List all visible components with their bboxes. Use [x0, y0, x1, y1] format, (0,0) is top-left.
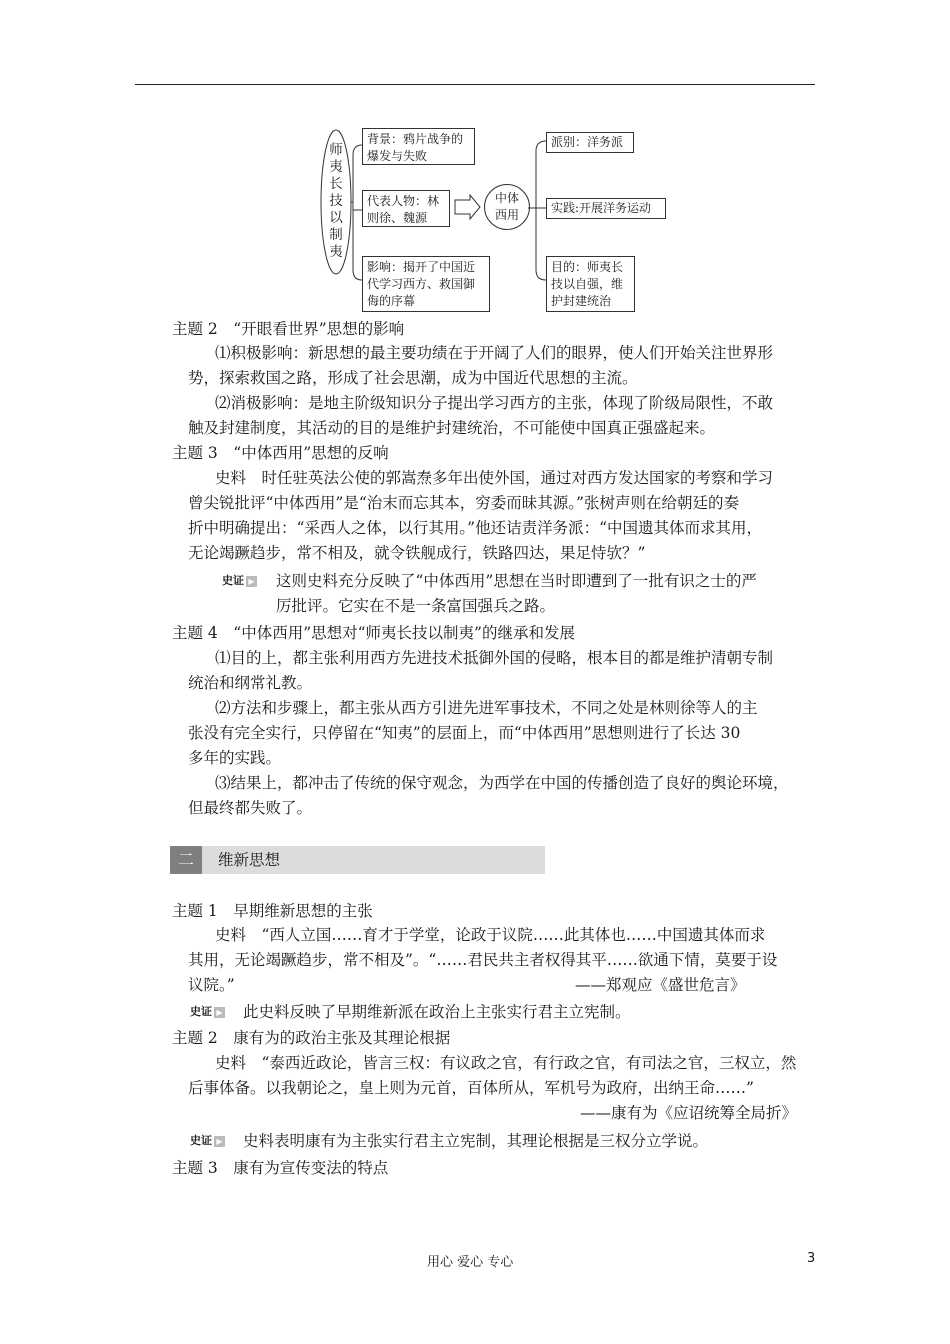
text-line: 张没有完全实行，只停留在“知夷”的层面上，而“中体西用”思想则进行了长达 30: [188, 724, 741, 742]
text-line: 其用，无论竭蹶趋步，常不相及”。“……君民共主者权得其平……欲通下情，莫要于设: [188, 951, 778, 969]
text-line: 但最终都失败了。: [188, 799, 313, 817]
source-attribution: ——康有为《应诏统筹全局折》: [580, 1104, 798, 1122]
text-line: 史料 “西人立国……育才于学堂，论政于议院……此其体也……中国遗其体而求: [215, 926, 766, 944]
text-line: 无论竭蹶趋步，常不相及，就令铁舰成行，铁路四达，果足恃欤？”: [188, 544, 646, 562]
text-line: ⑴目的上，都主张利用西方先进技术抵御外国的侵略，根本目的都是维护清朝专制: [215, 649, 774, 667]
text-line: 势，探索救国之路，形成了社会思潮，成为中国近代思想的主流。: [188, 369, 638, 387]
text-line: 史料 时任驻英法公使的郭嵩焘多年出使外国，通过对西方发达国家的考察和学习: [215, 469, 774, 487]
text-line: 统治和纲常礼教。: [188, 674, 313, 692]
text-line: ⑴积极影响：新思想的最主要功绩在于开阔了人们的眼界，使人们开始关注世界形: [215, 344, 774, 362]
header-rule: [135, 84, 815, 85]
topic-heading: 主题 2 康有为的政治主张及其理论根据: [172, 1029, 451, 1047]
text-line: 折中明确提出：“采西人之体，以行其用。”他还诘责洋务派：“中国遗其体而求其用，: [188, 519, 763, 537]
text-line: 议院。”: [188, 976, 235, 994]
text-line: 后事体备。以我朝论之，皇上则为元首，百体所从，军机号为政府，出纳王命……”: [188, 1079, 754, 1097]
text-line: ⑶结果上，都冲击了传统的保守观念，为西学在中国的传播创造了良好的舆论环境，: [215, 774, 789, 792]
topic-heading: 主题 3 “中体西用”思想的反响: [172, 444, 389, 462]
section-title: 维新思想: [218, 851, 281, 869]
diagram-box-representatives: 代表人物：林 则徐、魏源: [362, 190, 450, 227]
footer-motto: 用心 爱心 专心: [427, 1255, 514, 1270]
text-line: ⑵方法和步骤上，都主张从西方引进先进军事技术，不同之处是林则徐等人的主: [215, 699, 758, 717]
topic-heading: 主题 1 早期维新思想的主张: [172, 902, 373, 920]
page-number: 3: [807, 1251, 816, 1266]
text-line: 此史料反映了早期维新派在政治上主张实行君主立宪制。: [243, 1003, 631, 1021]
text-line: 史料表明康有为主张实行君主立宪制，其理论根据是三权分立学说。: [243, 1132, 709, 1150]
arrow-icon: ▶: [246, 576, 257, 587]
diagram-box-background: 背景：鸦片战争的 爆发与失败: [362, 128, 475, 165]
text-line: 触及封建制度，其活动的目的是维护封建统治，不可能使中国真正强盛起来。: [188, 419, 716, 437]
evidence-badge: 史证 ▶: [222, 572, 257, 588]
text-line: 史料 “泰西近政论，皆言三权：有议政之官，有行政之官，有司法之官，三权立，然: [215, 1054, 797, 1072]
root-oval-label: 师夷长技以制夷: [329, 142, 343, 260]
text-line: ⑵消极影响：是地主阶级知识分子提出学习西方的主张，体现了阶级局限性，不敢: [215, 394, 774, 412]
source-attribution: ——郑观应《盛世危言》: [575, 976, 746, 994]
diagram-center-circle: 中体西用: [484, 184, 530, 230]
text-line: 厉批评。它实在不是一条富国强兵之路。: [276, 597, 556, 615]
arrow-icon: ▶: [214, 1007, 225, 1018]
diagram-box-impact: 影响：揭开了中国近 代学习西方、救国御 侮的序幕: [362, 256, 490, 312]
diagram-box-practice: 实践:开展洋务运动: [546, 198, 666, 219]
evidence-badge: 史证 ▶: [190, 1132, 225, 1148]
topic-heading: 主题 4 “中体西用”思想对“师夷长技以制夷”的继承和发展: [172, 624, 575, 642]
section-header: [170, 846, 545, 874]
evidence-badge: 史证 ▶: [190, 1003, 225, 1019]
diagram-box-faction: 派别：洋务派: [546, 132, 634, 153]
topic-heading: 主题 2 “开眼看世界”思想的影响: [172, 320, 405, 338]
topic-heading: 主题 3 康有为宣传变法的特点: [172, 1159, 389, 1177]
text-line: 多年的实践。: [188, 749, 282, 767]
diagram-box-purpose: 目的：师夷长 技以自强，维 护封建统治: [546, 256, 635, 312]
text-line: 曾尖锐批评“中体西用”是“治末而忘其本，穷委而昧其源。”张树声则在给朝廷的奏: [188, 494, 739, 512]
arrow-icon: ▶: [214, 1136, 225, 1147]
text-line: 这则史料充分反映了“中体西用”思想在当时即遭到了一批有识之士的严: [276, 572, 757, 590]
section-number: 二: [170, 846, 202, 874]
